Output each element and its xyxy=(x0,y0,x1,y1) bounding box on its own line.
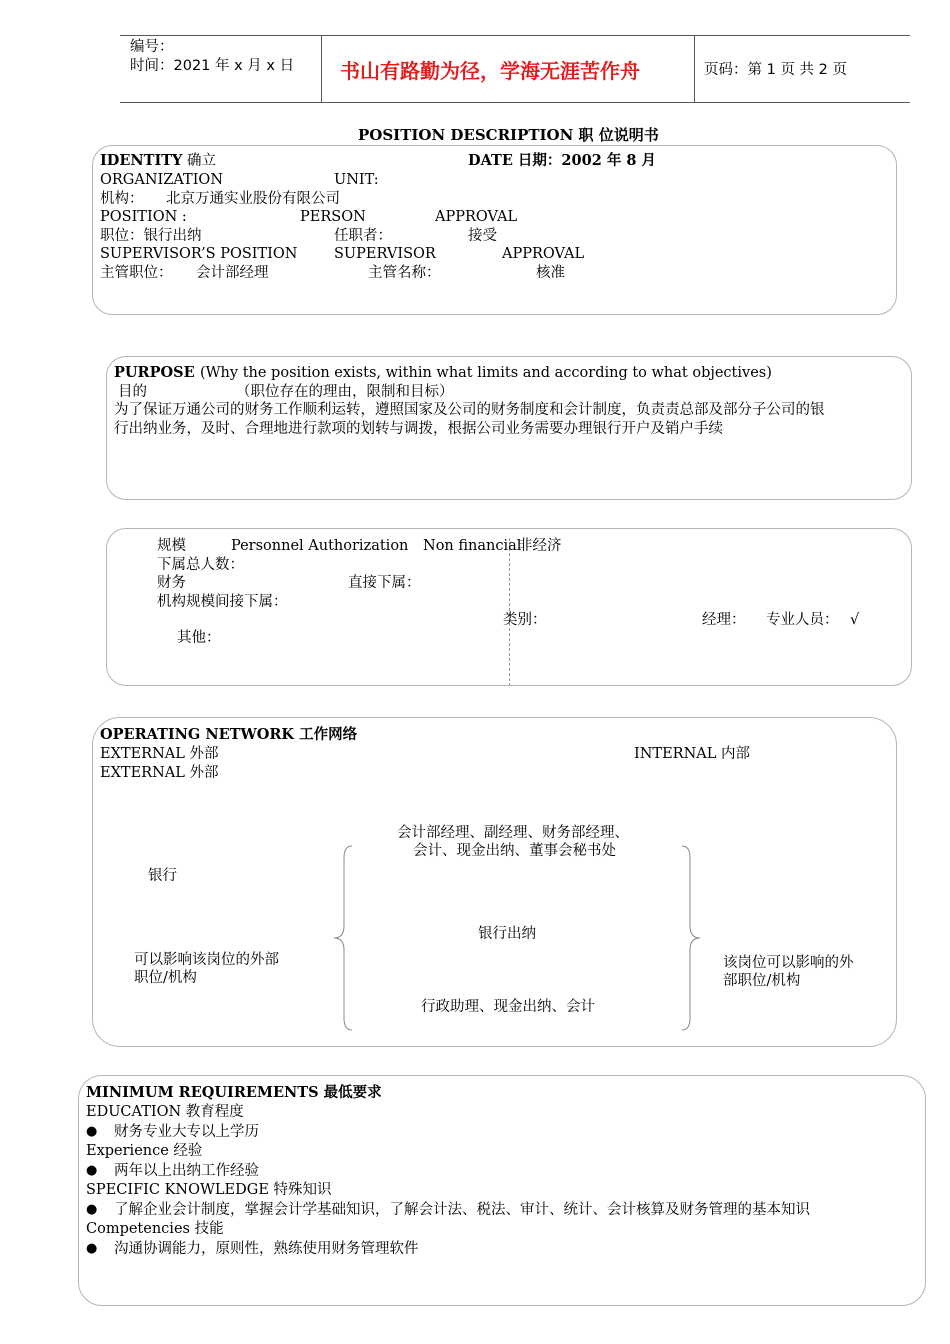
personnel-authorization-label: Personnel Authorization xyxy=(231,538,409,554)
org-label-cn: 机构： xyxy=(100,191,144,207)
manager-label: 经理： xyxy=(702,612,746,628)
external-label-1: EXTERNAL 外部 xyxy=(100,746,219,762)
total-subordinates-label: 下属总人数： xyxy=(157,557,244,573)
experience-bullet: ● xyxy=(86,1163,98,1178)
internal-contacts-line-1: 会计部经理、副经理、财务部经理、 xyxy=(397,825,629,841)
document-number-label: 编号： xyxy=(130,39,174,55)
position-center-label: 银行出纳 xyxy=(478,926,536,942)
supervisor-name-label-cn: 主管名称： xyxy=(368,265,441,281)
left-brace xyxy=(334,846,352,1030)
knowledge-bullet: ● xyxy=(86,1202,98,1217)
approval2-label: APPROVAL xyxy=(502,246,585,262)
experience-label: Experience 经验 xyxy=(86,1143,203,1159)
purpose-text-line-1: 为了保证万通公司的财务工作顺利运转，遵照国家及公司的财务制度和会计制度，负责责总部及部分子公司的银 xyxy=(114,402,825,418)
org-value: 北京万通实业股份有限公司 xyxy=(166,191,340,207)
purpose-description-cn: （职位存在的理由，限制和目标） xyxy=(236,384,454,400)
experience-item: 两年以上出纳工作经验 xyxy=(114,1163,259,1179)
person-label: PERSON xyxy=(300,209,366,225)
position-influence-line-1: 该岗位可以影响的外 xyxy=(723,955,854,971)
non-financial-label-cn: 非经济 xyxy=(518,538,562,554)
requirements-label: MINIMUM REQUIREMENTS 最低要求 xyxy=(86,1084,382,1101)
scale-label-cn: 规模 xyxy=(157,538,186,554)
identity-label: IDENTITY xyxy=(100,152,183,169)
competencies-label: Competencies 技能 xyxy=(86,1221,224,1237)
indirect-subordinates-label: 机构规模间接下属： xyxy=(157,594,288,610)
education-item: 财务专业大专以上学历 xyxy=(114,1124,259,1140)
knowledge-label: SPECIFIC KNOWLEDGE 特殊知识 xyxy=(86,1182,332,1198)
finance-label: 财务 xyxy=(157,575,186,591)
external-label-2: EXTERNAL 外部 xyxy=(100,765,219,781)
identity-label-cn: 确立 xyxy=(187,153,216,169)
network-label: OPERATING NETWORK 工作网络 xyxy=(100,726,358,743)
position-label: POSITION : xyxy=(100,209,187,225)
position-influence-line-2: 部职位/机构 xyxy=(723,973,801,989)
professional-label: 专业人员： xyxy=(766,612,839,628)
approval-label: APPROVAL xyxy=(435,209,518,225)
competencies-bullet: ● xyxy=(86,1241,98,1256)
education-bullet: ● xyxy=(86,1124,98,1139)
identity-date: DATE 日期：2002 年 8 月 xyxy=(468,152,657,169)
other-label: 其他： xyxy=(177,630,221,646)
approval2-value-cn: 核准 xyxy=(536,265,565,281)
education-label: EDUCATION 教育程度 xyxy=(86,1104,244,1120)
purpose-label: PURPOSE xyxy=(114,364,195,381)
supervisor-position-label: SUPERVISOR’S POSITION xyxy=(100,246,298,262)
header-motto: 书山有路勤为径，学海无涯苦作舟 xyxy=(340,59,640,83)
external-influence-line-2: 职位/机构 xyxy=(134,970,197,986)
purpose-label-cn: 目的 xyxy=(118,384,147,400)
category-label: 类别： xyxy=(503,612,547,628)
right-brace xyxy=(682,846,700,1030)
internal-contacts-line-2: 会计、现金出纳、董事会秘书处 xyxy=(413,843,616,859)
subordinates-label: 行政助理、现金出纳、会计 xyxy=(421,999,595,1015)
supervisor-position-value-cn: 会计部经理 xyxy=(196,265,269,281)
unit-label: UNIT: xyxy=(334,172,379,188)
approval-value-cn: 接受 xyxy=(468,228,497,244)
document-time-label: 时间：2021 年 x 月 x 日 xyxy=(130,58,295,74)
supervisor-position-label-cn: 主管职位： xyxy=(100,265,173,281)
page-info: 页码：第 1 页 共 2 页 xyxy=(704,62,847,78)
purpose-description: (Why the position exists, within what limits and according to what objectives) xyxy=(200,365,772,381)
check-mark: √ xyxy=(850,612,860,628)
external-influence-line-1: 可以影响该岗位的外部 xyxy=(134,952,279,968)
supervisor-label: SUPERVISOR xyxy=(334,246,436,262)
direct-subordinates-label: 直接下属： xyxy=(348,575,421,591)
organization-label: ORGANIZATION xyxy=(100,172,224,188)
knowledge-item: 了解企业会计制度，掌握会计学基础知识，了解会计法、税法、审计、统计、会计核算及财务管理的基本知识 xyxy=(114,1202,810,1218)
competencies-item: 沟通协调能力，原则性，熟练使用财务管理软件 xyxy=(114,1241,419,1257)
non-financial-label: Non financial xyxy=(423,538,522,554)
bank-label: 银行 xyxy=(148,868,177,884)
internal-label: INTERNAL 内部 xyxy=(634,746,750,762)
purpose-text-line-2: 行出纳业务，及时、合理地进行款项的划转与调拨，根据公司业务需要办理银行开户及销户手续 xyxy=(114,421,723,437)
page-title: POSITION DESCRIPTION 职 位说明书 xyxy=(358,126,659,144)
person-label-cn: 任职者： xyxy=(334,228,392,244)
position-value-cn: 职位：银行出纳 xyxy=(100,228,202,244)
